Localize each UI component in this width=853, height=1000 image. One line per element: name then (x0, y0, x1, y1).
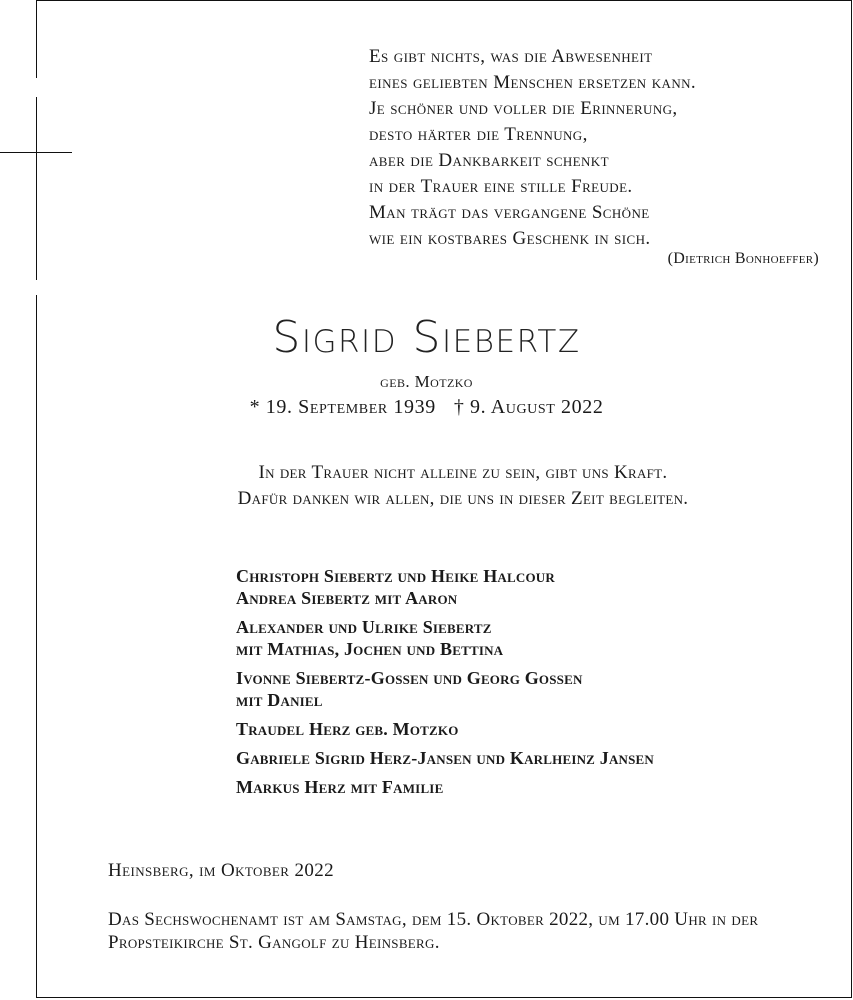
service-notice: Das Sechswochenamt ist am Samstag, dem 15. Oktober 2022, um 17.00 Uhr in der Propsteikirche St. Gangolf zu Heinsberg. (108, 909, 759, 953)
mourner-line: Christoph Siebertz und Heike Halcour (236, 566, 555, 586)
frame-bottom-border (36, 997, 852, 998)
deceased-name: Sigrid Siebertz (272, 312, 581, 363)
frame-top-border (36, 0, 852, 1)
mourner-line: Ivonne Siebertz-Gossen und Georg Gossen (236, 668, 583, 688)
mourners-list (236, 565, 654, 805)
mourner-line: Gabriele Sigrid Herz-Jansen und Karlheinz Jansen (236, 748, 655, 768)
mourner-line: Alexander und Ulrike Siebertz (236, 617, 492, 637)
mourner-line: Traudel Herz geb. Motzko (236, 719, 459, 739)
quote-line: aber die Dankbarkeit schenkt (369, 150, 609, 171)
maiden-name: geb. Motzko (380, 372, 473, 391)
thanks-text (0, 460, 853, 512)
quote-line: Je schöner und voller die Erinnerung, (369, 98, 678, 119)
place-and-date: Heinsberg, im Oktober 2022 (108, 860, 335, 881)
death-date: † 9. August 2022 (453, 396, 604, 418)
life-dates (0, 396, 853, 419)
quote-line: eines geliebten Menschen ersetzen kann. (369, 72, 697, 93)
mourner-group (236, 565, 654, 609)
quote-line: desto härter die Trennung, (369, 124, 588, 145)
frame-left-border (36, 0, 37, 78)
mourner-line: mit Daniel (236, 690, 323, 710)
mourner-group (236, 747, 654, 769)
mourner-line: mit Mathias, Jochen und Bettina (236, 639, 504, 659)
mourner-group (236, 616, 654, 660)
cross-icon (0, 152, 72, 153)
quote-line: Es gibt nichts, was die Abwesenheit (369, 46, 653, 67)
mourner-group (236, 718, 654, 740)
birth-date: * 19. September 1939 (249, 396, 436, 418)
thanks-line: Dafür danken wir allen, die uns in dieser Zeit begleiten. (237, 488, 689, 509)
mourner-group (236, 776, 654, 798)
quote-author: (Dietrich Bonhoeffer) (667, 250, 819, 267)
cross-vertical-bar (36, 97, 37, 280)
quote-block (369, 44, 839, 252)
thanks-line: In der Trauer nicht alleine zu sein, gibt uns Kraft. (258, 462, 668, 483)
quote-line: wie ein kostbares Geschenk in sich. (369, 228, 651, 249)
mourner-group (236, 667, 654, 711)
mourner-line: Markus Herz mit Familie (236, 777, 444, 797)
mourner-line: Andrea Siebertz mit Aaron (236, 588, 458, 608)
quote-line: in der Trauer eine stille Freude. (369, 176, 633, 197)
quote-line: Man trägt das vergangene Schöne (369, 202, 650, 223)
